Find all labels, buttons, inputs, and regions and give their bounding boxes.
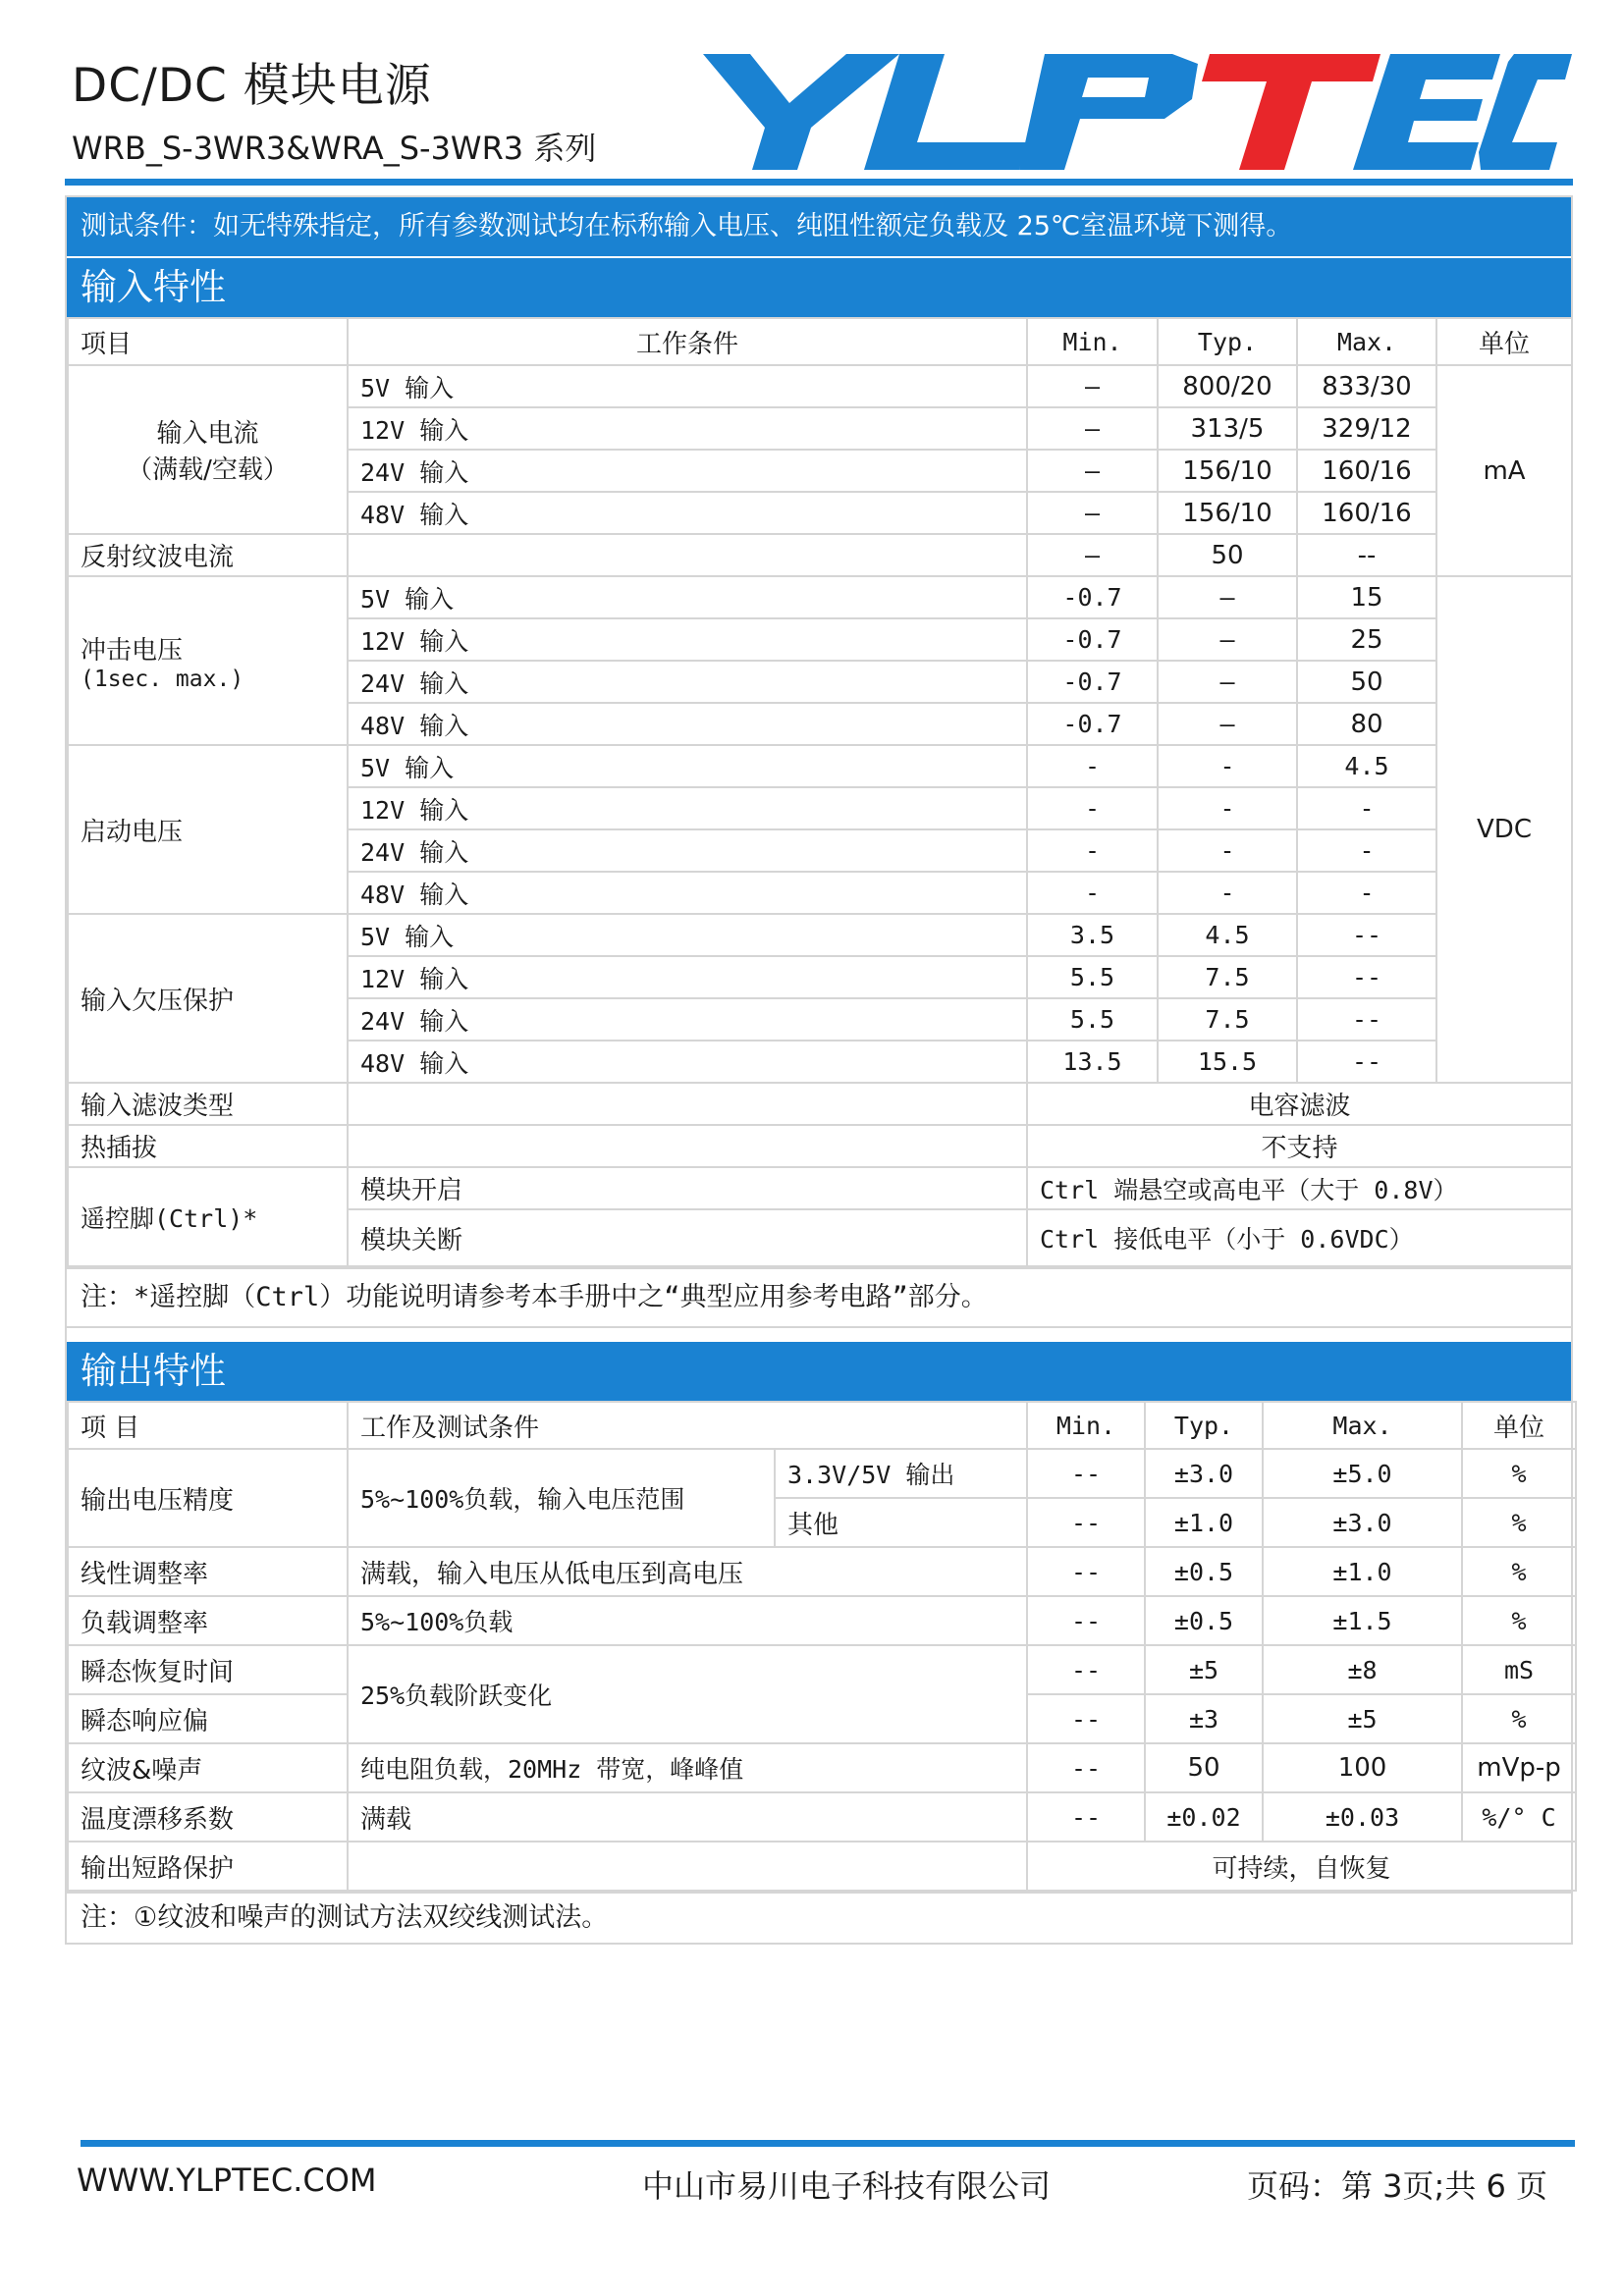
- cell-cond: 48V 输入: [348, 703, 1027, 745]
- cell-cond: 5V 输入: [348, 745, 1027, 787]
- cell-typ: -: [1158, 872, 1297, 914]
- ctrl-off-value: Ctrl 接低电平（小于 0.6VDC）: [1027, 1209, 1572, 1266]
- cell-typ: ±5: [1145, 1645, 1263, 1694]
- noise-cond: 纯电阻负载，20MHz 带宽，峰峰值: [348, 1743, 1027, 1792]
- hotplug-value: 不支持: [1027, 1125, 1572, 1167]
- cell-max: 4.5: [1297, 745, 1436, 787]
- noise-label: 纹波&噪声: [68, 1743, 348, 1792]
- cell-typ: ±0.5: [1145, 1547, 1263, 1596]
- uvp-label: 输入欠压保护: [68, 914, 348, 1083]
- ctrl-on-cond: 模块开启: [348, 1167, 1027, 1209]
- output-section-title: 输出特性: [67, 1342, 1571, 1401]
- cell-cond: 12V 输入: [348, 407, 1027, 450]
- cell-unit: %: [1462, 1449, 1576, 1498]
- cell-cond: 12V 输入: [348, 787, 1027, 829]
- cell-typ: 800/20: [1158, 365, 1297, 407]
- header-min: Min.: [1027, 318, 1158, 365]
- cell-max: -: [1297, 829, 1436, 872]
- document-title: DC/DC 模块电源: [72, 59, 432, 113]
- transient-cond: 25%负载阶跃变化: [348, 1645, 1027, 1743]
- cell-max: 329/12: [1297, 407, 1436, 450]
- cell-min: --: [1027, 1792, 1145, 1842]
- ylptec-logo-graphic: [703, 54, 1572, 170]
- cell-unit: mS: [1462, 1645, 1576, 1694]
- cell-typ: ±1.0: [1145, 1498, 1263, 1547]
- table-row: [68, 1547, 1576, 1596]
- cell-typ: ±0.5: [1145, 1596, 1263, 1645]
- cell-max: --: [1297, 998, 1436, 1041]
- cell-min: --: [1027, 1743, 1145, 1792]
- cell-min: 13.5: [1027, 1041, 1158, 1083]
- cell-max: --: [1297, 534, 1436, 576]
- footer-divider: [81, 2140, 1575, 2147]
- cell-max: -: [1297, 872, 1436, 914]
- cell-typ: —: [1158, 576, 1297, 618]
- load-reg-cond: 5%~100%负载: [348, 1596, 1027, 1645]
- table-row: [68, 1449, 1576, 1498]
- cell-min: -: [1027, 872, 1158, 914]
- cell-cond: 5V 输入: [348, 914, 1027, 956]
- cell-min: -0.7: [1027, 661, 1158, 703]
- cell-typ: -: [1158, 787, 1297, 829]
- table-row: [68, 1125, 1572, 1167]
- cell-max: -: [1297, 787, 1436, 829]
- cell-unit: %: [1462, 1547, 1576, 1596]
- cell-min: --: [1027, 1547, 1145, 1596]
- cell-unit: %/° C: [1462, 1792, 1576, 1842]
- ctrl-pin-label: [68, 1167, 348, 1266]
- cell-max: 160/16: [1297, 492, 1436, 534]
- cell-cond: 48V 输入: [348, 492, 1027, 534]
- accuracy-cond: 5%~100%负载，输入电压范围: [348, 1449, 775, 1547]
- surge-voltage-label: [68, 576, 348, 745]
- header-min: Min.: [1027, 1402, 1145, 1449]
- cell-typ: 7.5: [1158, 956, 1297, 998]
- temp-coef-cond: 满载: [348, 1792, 1027, 1842]
- cell-max: 15: [1297, 576, 1436, 618]
- test-condition-banner: 测试条件：如无特殊指定，所有参数测试均在标称输入电压、纯阻性额定负载及 25℃室温环境下测得。: [67, 197, 1571, 258]
- startup-voltage-label: 启动电压: [68, 745, 348, 914]
- cell-min: --: [1027, 1645, 1145, 1694]
- load-reg-label: 负载调整率: [68, 1596, 348, 1645]
- cell-typ: —: [1158, 661, 1297, 703]
- input-current-label-sub: （满载/空载）: [127, 455, 289, 485]
- cell-typ: —: [1158, 703, 1297, 745]
- cell-typ: 7.5: [1158, 998, 1297, 1041]
- cell-min: -: [1027, 745, 1158, 787]
- cell-cond: 5V 输入: [348, 365, 1027, 407]
- table-row: [68, 534, 1572, 576]
- cell-unit: mVp-p: [1462, 1743, 1576, 1792]
- cell-unit: %: [1462, 1596, 1576, 1645]
- footer-company: 中山市易川电子科技有限公司: [642, 2167, 1052, 2205]
- spec-document: [65, 195, 1573, 1945]
- surge-label-main: 冲击电压: [81, 635, 184, 666]
- cell-min: -0.7: [1027, 618, 1158, 661]
- cell-min: 5.5: [1027, 998, 1158, 1041]
- cell-cond: 48V 输入: [348, 1041, 1027, 1083]
- ripple-current-label: 反射纹波电流: [68, 534, 348, 576]
- line-reg-label: 线性调整率: [68, 1547, 348, 1596]
- cell-max: 100: [1263, 1743, 1462, 1792]
- document-subtitle: WRB_S-3WR3&WRA_S-3WR3 系列: [72, 130, 597, 167]
- table-row: [68, 1743, 1576, 1792]
- cell-cond: 5V 输入: [348, 576, 1027, 618]
- cell-cond: [348, 534, 1027, 576]
- ctrl-pin-label-text: 遥控脚(Ctrl)*: [81, 1203, 258, 1233]
- cell-typ: ±3.0: [1145, 1449, 1263, 1498]
- cell-cond: 12V 输入: [348, 618, 1027, 661]
- table-row: [68, 1083, 1572, 1125]
- cell-cond-empty: [348, 1125, 1027, 1167]
- input-note: 注：*遥控脚（Ctrl）功能说明请参考本手册中之“典型应用参考电路”部分。: [67, 1267, 1571, 1326]
- cell-max: ±0.03: [1263, 1792, 1462, 1842]
- cell-min: —: [1027, 365, 1158, 407]
- cell-max: 833/30: [1297, 365, 1436, 407]
- cell-cond: 12V 输入: [348, 956, 1027, 998]
- cell-cond-empty: [348, 1842, 1027, 1891]
- footer-website: WWW.YLPTEC.COM: [77, 2162, 377, 2199]
- table-row: [68, 745, 1572, 787]
- cell-min: --: [1027, 1449, 1145, 1498]
- cell-min: --: [1027, 1596, 1145, 1645]
- table-row: [68, 1596, 1576, 1645]
- ylptec-logo: [703, 54, 1572, 170]
- short-circuit-label: 输出短路保护: [68, 1842, 348, 1891]
- cell-min: -0.7: [1027, 703, 1158, 745]
- short-circuit-value: 可持续，自恢复: [1027, 1842, 1576, 1891]
- table-row: [68, 1167, 1572, 1209]
- filter-type-value: 电容滤波: [1027, 1083, 1572, 1125]
- header-max: Max.: [1297, 318, 1436, 365]
- hotplug-label: 热插拔: [68, 1125, 348, 1167]
- accuracy-label: 输出电压精度: [68, 1449, 348, 1547]
- table-row: [68, 1645, 1576, 1694]
- header-typ: Typ.: [1158, 318, 1297, 365]
- input-current-label: [68, 365, 348, 534]
- output-note: 注：①纹波和噪声的测试方法双绞线测试法。: [67, 1892, 1571, 1943]
- temp-coef-label: 温度漂移系数: [68, 1792, 348, 1842]
- cell-typ: ±3: [1145, 1694, 1263, 1743]
- cell-max: ±5: [1263, 1694, 1462, 1743]
- cell-cond: 24V 输入: [348, 829, 1027, 872]
- cell-typ: 50: [1158, 534, 1297, 576]
- line-reg-cond: 满载，输入电压从低电压到高电压: [348, 1547, 1027, 1596]
- ctrl-off-cond: 模块关断: [348, 1209, 1027, 1266]
- transient-recovery-label: 瞬态恢复时间: [68, 1645, 348, 1694]
- cell-max: 50: [1297, 661, 1436, 703]
- unit-vdc: VDC: [1436, 576, 1572, 1083]
- accuracy-sub: 3.3V/5V 输出: [775, 1449, 1027, 1498]
- cell-typ: 313/5: [1158, 407, 1297, 450]
- input-current-label-main: 输入电流: [156, 419, 259, 449]
- cell-min: -: [1027, 829, 1158, 872]
- section-gap: [67, 1326, 1571, 1342]
- cell-cond: 24V 输入: [348, 450, 1027, 492]
- header-typ: Typ.: [1145, 1402, 1263, 1449]
- cell-min: -0.7: [1027, 576, 1158, 618]
- cell-cond: 48V 输入: [348, 872, 1027, 914]
- header-unit: 单位: [1436, 318, 1572, 365]
- cell-typ: -: [1158, 745, 1297, 787]
- cell-min: —: [1027, 407, 1158, 450]
- cell-cond: 24V 输入: [348, 998, 1027, 1041]
- cell-cond: 24V 输入: [348, 661, 1027, 703]
- header-max: Max.: [1263, 1402, 1462, 1449]
- cell-min: —: [1027, 450, 1158, 492]
- unit-ma: mA: [1436, 365, 1572, 576]
- ctrl-on-value: Ctrl 端悬空或高电平（大于 0.8V）: [1027, 1167, 1572, 1209]
- cell-typ: 4.5: [1158, 914, 1297, 956]
- cell-max: 80: [1297, 703, 1436, 745]
- table-row: [68, 914, 1572, 956]
- cell-typ: 50: [1145, 1743, 1263, 1792]
- table-row: [68, 365, 1572, 407]
- header-item: 项 目: [68, 1402, 348, 1449]
- cell-typ: 156/10: [1158, 450, 1297, 492]
- cell-min: 3.5: [1027, 914, 1158, 956]
- cell-min: --: [1027, 1498, 1145, 1547]
- cell-max: 25: [1297, 618, 1436, 661]
- cell-typ: —: [1158, 618, 1297, 661]
- table-row: [68, 1842, 1576, 1891]
- cell-max: ±1.5: [1263, 1596, 1462, 1645]
- cell-min: —: [1027, 492, 1158, 534]
- input-spec-table: [67, 317, 1573, 1267]
- header-condition: 工作条件: [348, 318, 1027, 365]
- surge-label-sub: (1sec. max.): [81, 666, 244, 692]
- header-item: 项目: [68, 318, 348, 365]
- cell-typ: 15.5: [1158, 1041, 1297, 1083]
- cell-min: --: [1027, 1694, 1145, 1743]
- cell-cond-empty: [348, 1083, 1027, 1125]
- cell-max: 160/16: [1297, 450, 1436, 492]
- cell-max: ±1.0: [1263, 1547, 1462, 1596]
- footer-page-number: 页码：第 3页;共 6 页: [1247, 2167, 1548, 2205]
- cell-max: --: [1297, 914, 1436, 956]
- table-row: [68, 576, 1572, 618]
- cell-typ: ±0.02: [1145, 1792, 1263, 1842]
- transient-deviation-label: 瞬态响应偏: [68, 1694, 348, 1743]
- cell-max: ±3.0: [1263, 1498, 1462, 1547]
- cell-min: 5.5: [1027, 956, 1158, 998]
- cell-max: --: [1297, 1041, 1436, 1083]
- table-header-row: [68, 1402, 1576, 1449]
- cell-min: —: [1027, 534, 1158, 576]
- header-condition: 工作及测试条件: [348, 1402, 1027, 1449]
- accuracy-sub: 其他: [775, 1498, 1027, 1547]
- header-unit: 单位: [1462, 1402, 1576, 1449]
- cell-max: ±8: [1263, 1645, 1462, 1694]
- cell-max: ±5.0: [1263, 1449, 1462, 1498]
- input-section-title: 输入特性: [67, 258, 1571, 317]
- filter-type-label: 输入滤波类型: [68, 1083, 348, 1125]
- cell-typ: -: [1158, 829, 1297, 872]
- cell-unit: %: [1462, 1498, 1576, 1547]
- cell-typ: 156/10: [1158, 492, 1297, 534]
- table-header-row: [68, 318, 1572, 365]
- cell-max: --: [1297, 956, 1436, 998]
- cell-min: -: [1027, 787, 1158, 829]
- output-spec-table: [67, 1401, 1577, 1892]
- table-row: [68, 1792, 1576, 1842]
- cell-unit: %: [1462, 1694, 1576, 1743]
- header-divider: [65, 179, 1573, 186]
